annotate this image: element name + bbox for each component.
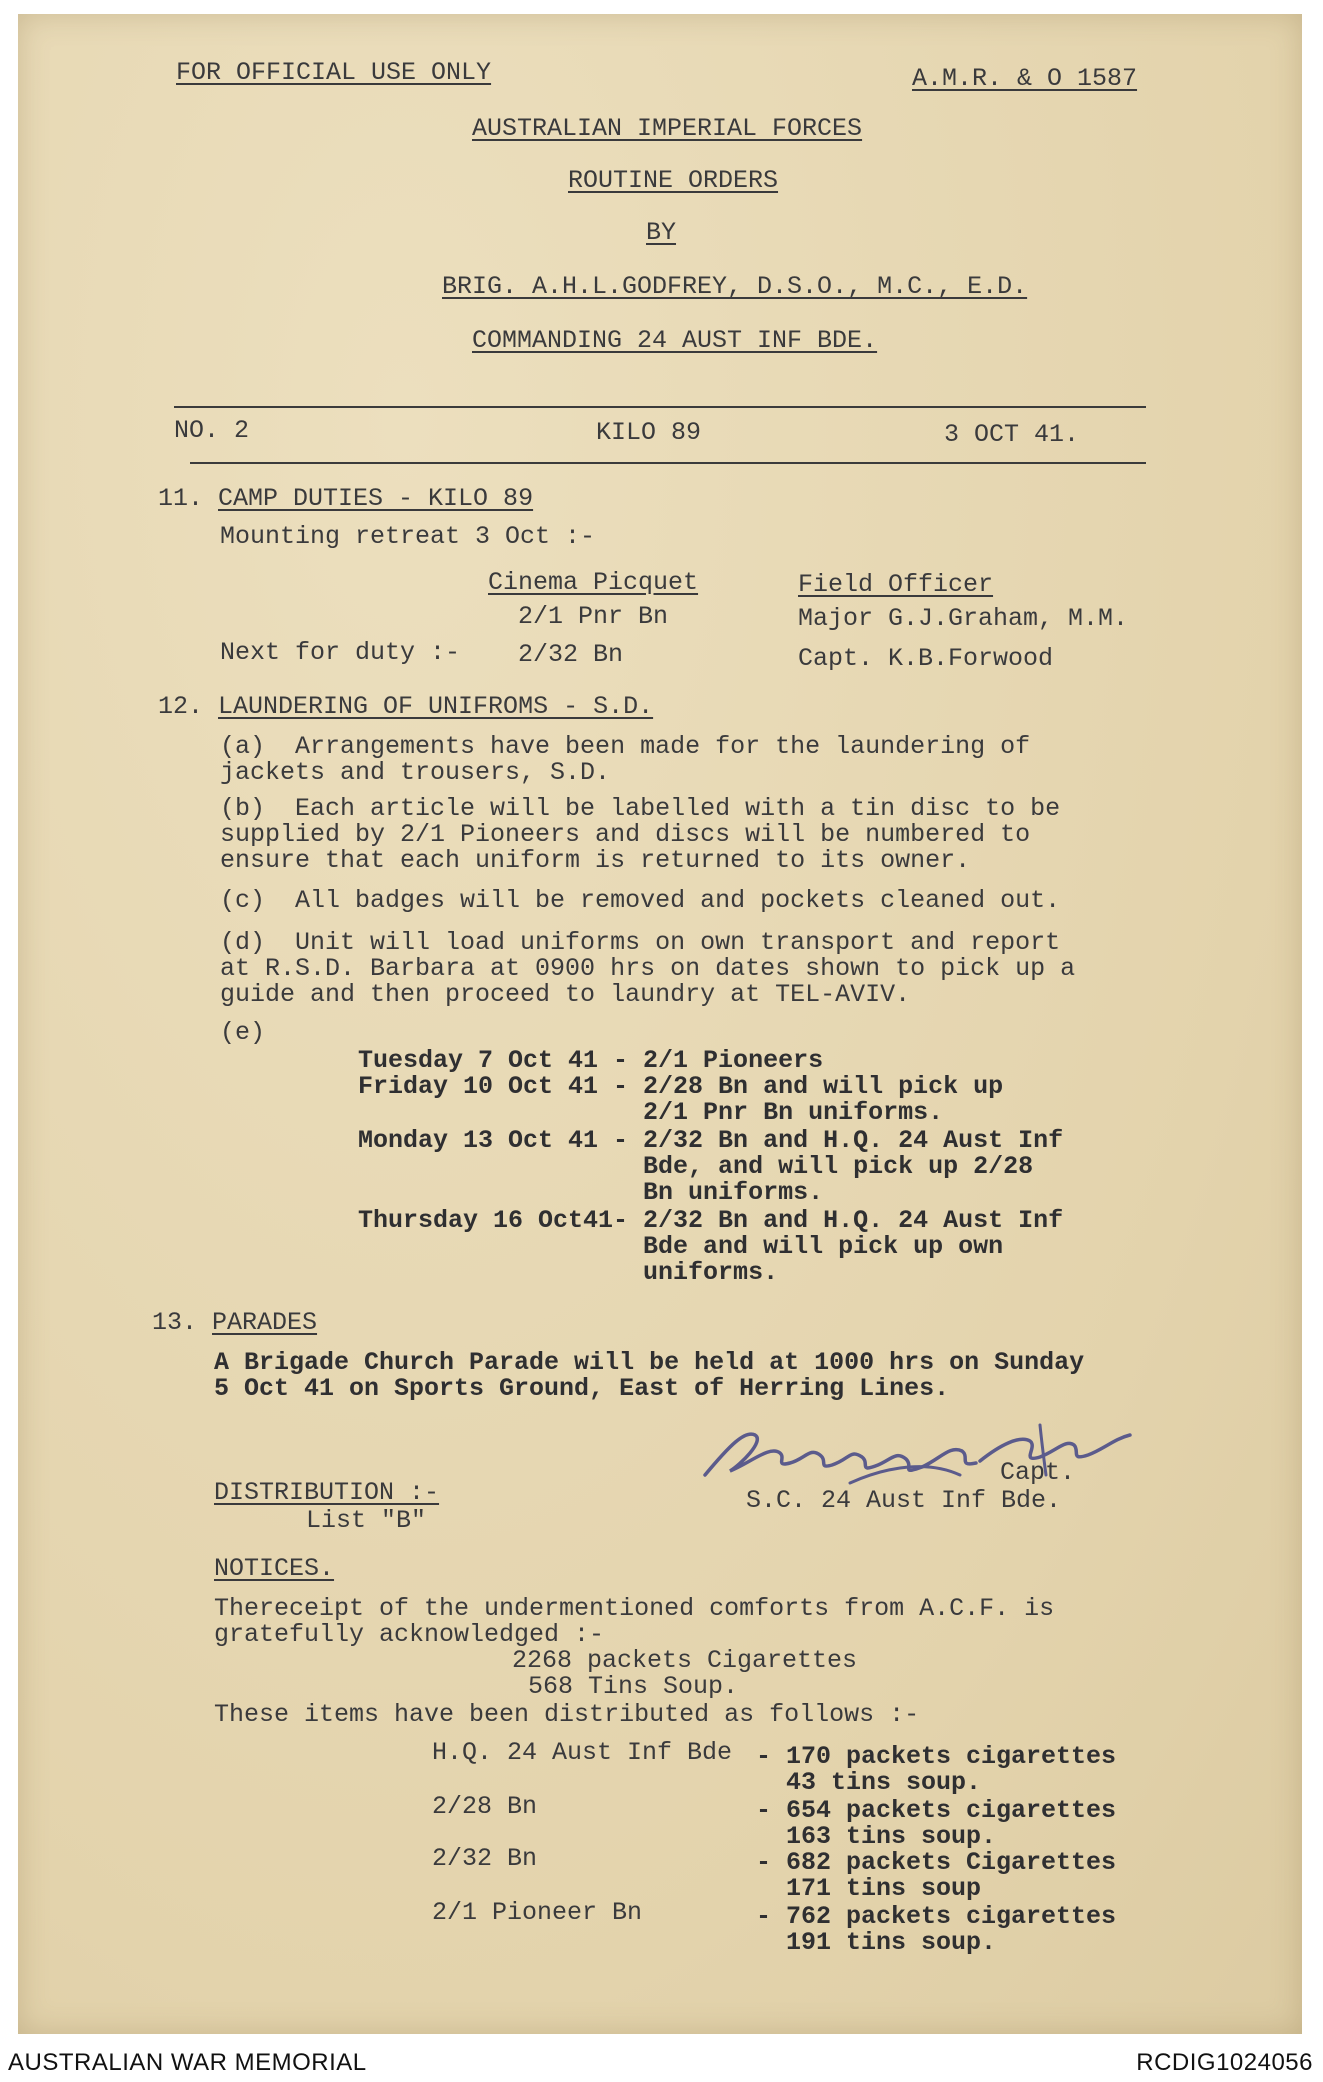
document-subtitle: ROUTINE ORDERS [568,166,779,195]
para-a-line-2: jackets and trousers, S.D. [220,758,611,787]
section-12-heading [158,694,653,720]
document-page [18,14,1302,2034]
cinema-picquet-header: Cinema Picquet [488,568,699,597]
para-c-line-1: (c) All badges will be removed and pockets cleaned out. [220,886,1061,915]
section-13-number: 13. [152,1308,213,1337]
distribution-soup: 43 tins soup. [756,1768,982,1797]
para-d-line-3: guide and then proceed to laundry at TEL-AVIV. [220,980,911,1009]
distribution-unit: 2/32 Bn [432,1844,538,1873]
para-b-line-3: ensure that each uniform is returned to its owner. [220,846,971,875]
section-11-intro: Mounting retreat 3 Oct :- [220,522,596,551]
schedule-line-7: Thursday 16 Oct41- 2/32 Bn and H.Q. 24 Aust Inf [358,1206,1064,1235]
command-line: COMMANDING 24 AUST INF BDE. [472,326,878,355]
notices-line-1: Thereceipt of the undermentioned comforts from A.C.F. is [214,1594,1055,1623]
duty-officer-2: Capt. K.B.Forwood [798,644,1054,673]
commander-name: BRIG. A.H.L.GODFREY, D.S.O., M.C., E.D. [442,272,1028,301]
notices-total-soup: 568 Tins Soup. [528,1672,739,1701]
distribution-cigarettes: - 170 packets cigarettes [756,1742,1117,1771]
order-number: NO. 2 [174,416,250,445]
parade-line-1: A Brigade Church Parade will be held at 1000 hrs on Sunday [214,1348,1085,1377]
distribution-cigarettes: - 682 packets Cigarettes [756,1848,1117,1877]
distribution-unit: 2/1 Pioneer Bn [432,1898,643,1927]
schedule-line-9: uniforms. [358,1258,779,1287]
order-date: 3 OCT 41. [944,420,1080,449]
para-e-label: (e) [220,1018,266,1047]
schedule-line-6: Bn uniforms. [358,1178,824,1207]
notices-line-5: These items have been distributed as follows :- [214,1700,920,1729]
duty-officer-1: Major G.J.Graham, M.M. [798,604,1129,633]
schedule-line-1: Tuesday 7 Oct 41 - 2/1 Pioneers [358,1046,824,1075]
schedule-line-2: Friday 10 Oct 41 - 2/28 Bn and will pick up [358,1072,1004,1101]
distribution-unit: 2/28 Bn [432,1792,538,1821]
duty-unit-2: 2/32 Bn [518,640,624,669]
by-line: BY [646,218,677,247]
section-11-title: CAMP DUTIES - KILO 89 [218,484,534,513]
schedule-line-5: Bde, and will pick up 2/28 [358,1152,1034,1181]
section-13-heading [152,1310,317,1336]
classification-marking: FOR OFFICIAL USE ONLY [176,58,492,87]
notices-total-cigarettes: 2268 packets Cigarettes [512,1646,858,1675]
document-title: AUSTRALIAN IMPERIAL FORCES [472,114,863,143]
distribution-soup: 163 tins soup. [756,1822,997,1851]
distribution-list: List "B" [306,1506,427,1535]
signatory-rank: Capt. [1000,1458,1076,1487]
para-b-line-1: (b) Each article will be labelled with a tin disc to be [220,794,1061,823]
section-12-title: LAUNDERING OF UNIFROMS - S.D. [218,692,654,721]
header-rule-bottom [190,462,1146,464]
distribution-cigarettes: - 762 packets cigarettes [756,1902,1117,1931]
para-d-line-1: (d) Unit will load uniforms on own transport and report [220,928,1061,957]
archive-credit: AUSTRALIAN WAR MEMORIAL [8,2049,367,2076]
schedule-line-8: Bde and will pick up own [358,1232,1004,1261]
archive-id: RCDIG1024056 [1136,2049,1313,2076]
distribution-cigarettes: - 654 packets cigarettes [756,1796,1117,1825]
schedule-line-3: 2/1 Pnr Bn uniforms. [358,1098,944,1127]
parade-line-2: 5 Oct 41 on Sports Ground, East of Herring Lines. [214,1374,950,1403]
notices-line-2: gratefully acknowledged :- [214,1620,605,1649]
section-11-heading [158,486,533,512]
section-13-title: PARADES [212,1308,318,1337]
para-d-line-2: at R.S.D. Barbara at 0900 hrs on dates shown to pick up a [220,954,1076,983]
section-12-number: 12. [158,692,219,721]
notices-heading: NOTICES. [214,1554,335,1583]
section-11-number: 11. [158,484,219,513]
next-for-duty-label: Next for duty :- [220,638,461,667]
distribution-soup: 191 tins soup. [756,1928,997,1957]
distribution-unit: H.Q. 24 Aust Inf Bde [432,1738,733,1767]
para-a-line-1: (a) Arrangements have been made for the laundering of [220,732,1031,761]
duty-unit-1: 2/1 Pnr Bn [518,602,669,631]
order-place: KILO 89 [596,418,702,447]
distribution-soup: 171 tins soup [756,1874,982,1903]
para-b-line-2: supplied by 2/1 Pioneers and discs will be numbered to [220,820,1031,849]
header-rule-top [174,406,1146,408]
signatory-unit: S.C. 24 Aust Inf Bde. [746,1486,1062,1515]
field-officer-header: Field Officer [798,570,994,599]
reference-number: A.M.R. & O 1587 [912,64,1138,93]
distribution-label: DISTRIBUTION :- [214,1478,440,1507]
schedule-line-4: Monday 13 Oct 41 - 2/32 Bn and H.Q. 24 Aust Inf [358,1126,1064,1155]
